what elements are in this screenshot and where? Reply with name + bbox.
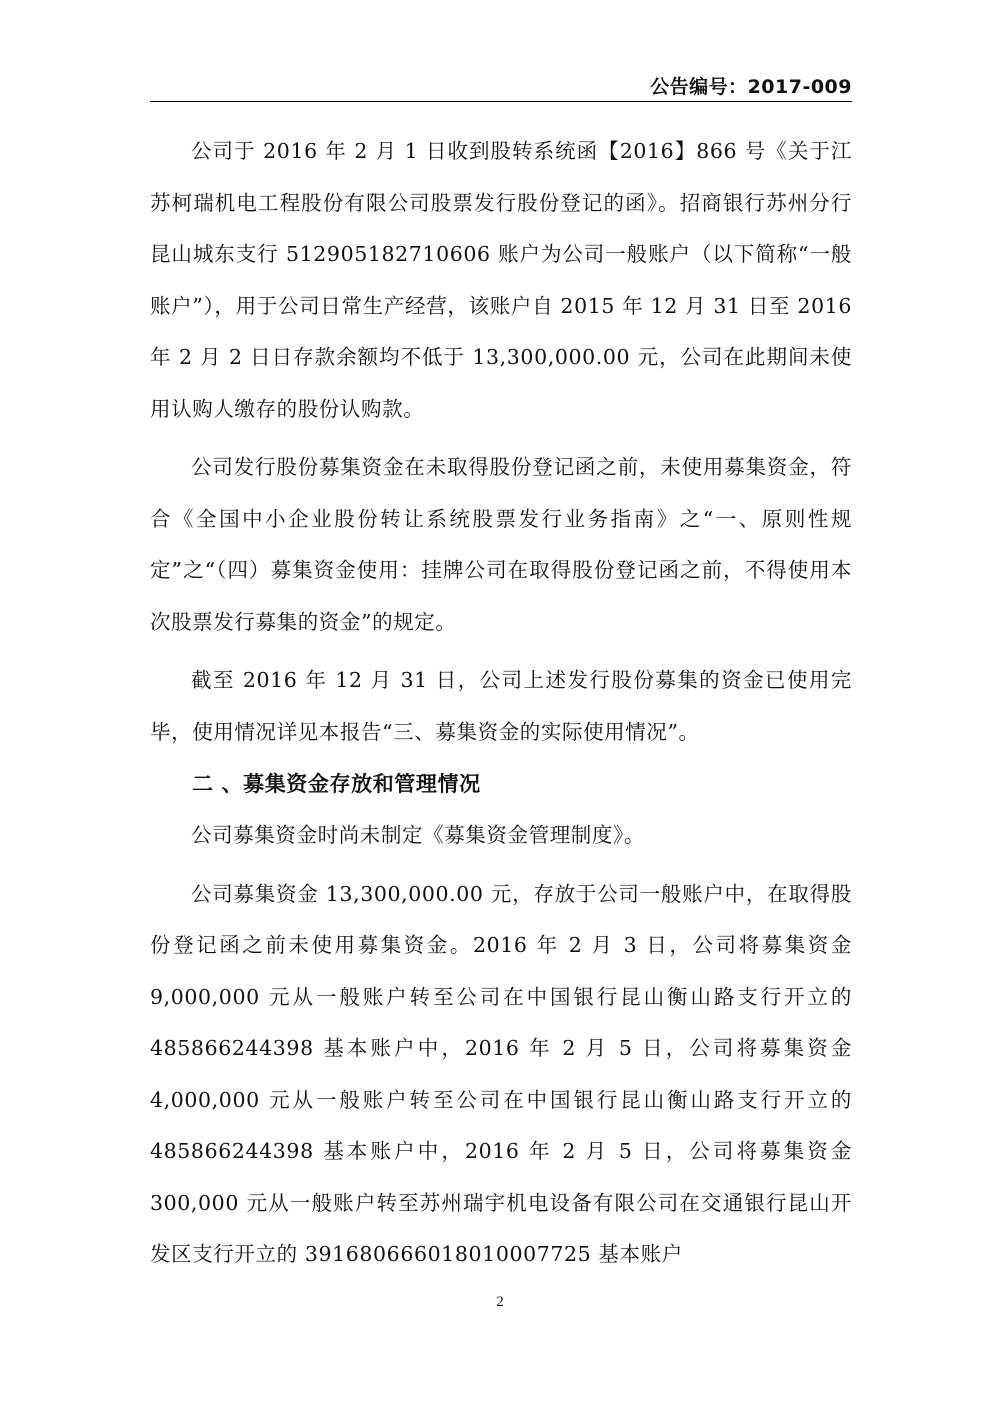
page-number: 2 [496, 1294, 504, 1310]
paragraph-registration-letter: 公司于 2016 年 2 月 1 日收到股转系统函【2016】866 号《关于江苏柯瑞机电工程股份有限公司股票发行股份登记的函》。招商银行苏州分行昆山城东支行 512905182710606 账户为公司一般账户（以下简称“一般账户”），用于公司日常生产经营，该账户自 2015 年 12 月 31 日至 2016 年 2 月 2 日日存款余额均不低于 13,300,000.00 元，公司在此期间未使用认购人缴存的股份认购款。 [150, 139, 852, 421]
announcement-number: 公告编号：2017-009 [650, 76, 852, 98]
paragraph-fund-transfers: 公司募集资金 13,300,000.00 元，存放于公司一般账户中，在取得股份登记函之前未使用募集资金。2016 年 2 月 3 日，公司将募集资金 9,000,000 元从一般账户转至公司在中国银行昆山衡山路支行开立的 485866244398 基本账户中，2016 年 2 月 5 日，公司将募集资金 4,000,000 元从一般账户转至公司在中国银行昆山衡山路支行开立的 485866244398 基本账户中，2016 年 2 月 5 日，公司将募集资金 300,000 元从一般账户转至苏州瑞宇机电设备有限公司在交通银行昆山开发区支行开立的 391680666018010007725 基本账户 [150, 881, 852, 1266]
section-heading-storage-management: 二 、募集资金存放和管理情况 [192, 772, 481, 796]
header-rule [150, 101, 852, 102]
paragraph-management-policy: 公司募集资金时尚未制定《募集资金管理制度》。 [191, 823, 645, 847]
paragraph-fund-usage: 截至 2016 年 12 月 31 日，公司上述发行股份募集的资金已使用完毕，使用情况详见本报告“三、募集资金的实际使用情况”。 [150, 668, 852, 744]
document-body [150, 126, 852, 1281]
paragraph-compliance: 公司发行股份募集资金在未取得股份登记函之前，未使用募集资金，符合《全国中小企业股份转让系统股票发行业务指南》之“一、原则性规定”之“（四）募集资金使用：挂牌公司在取得股份登记函之前，不得使用本次股票发行募集的资金”的规定。 [150, 455, 852, 634]
